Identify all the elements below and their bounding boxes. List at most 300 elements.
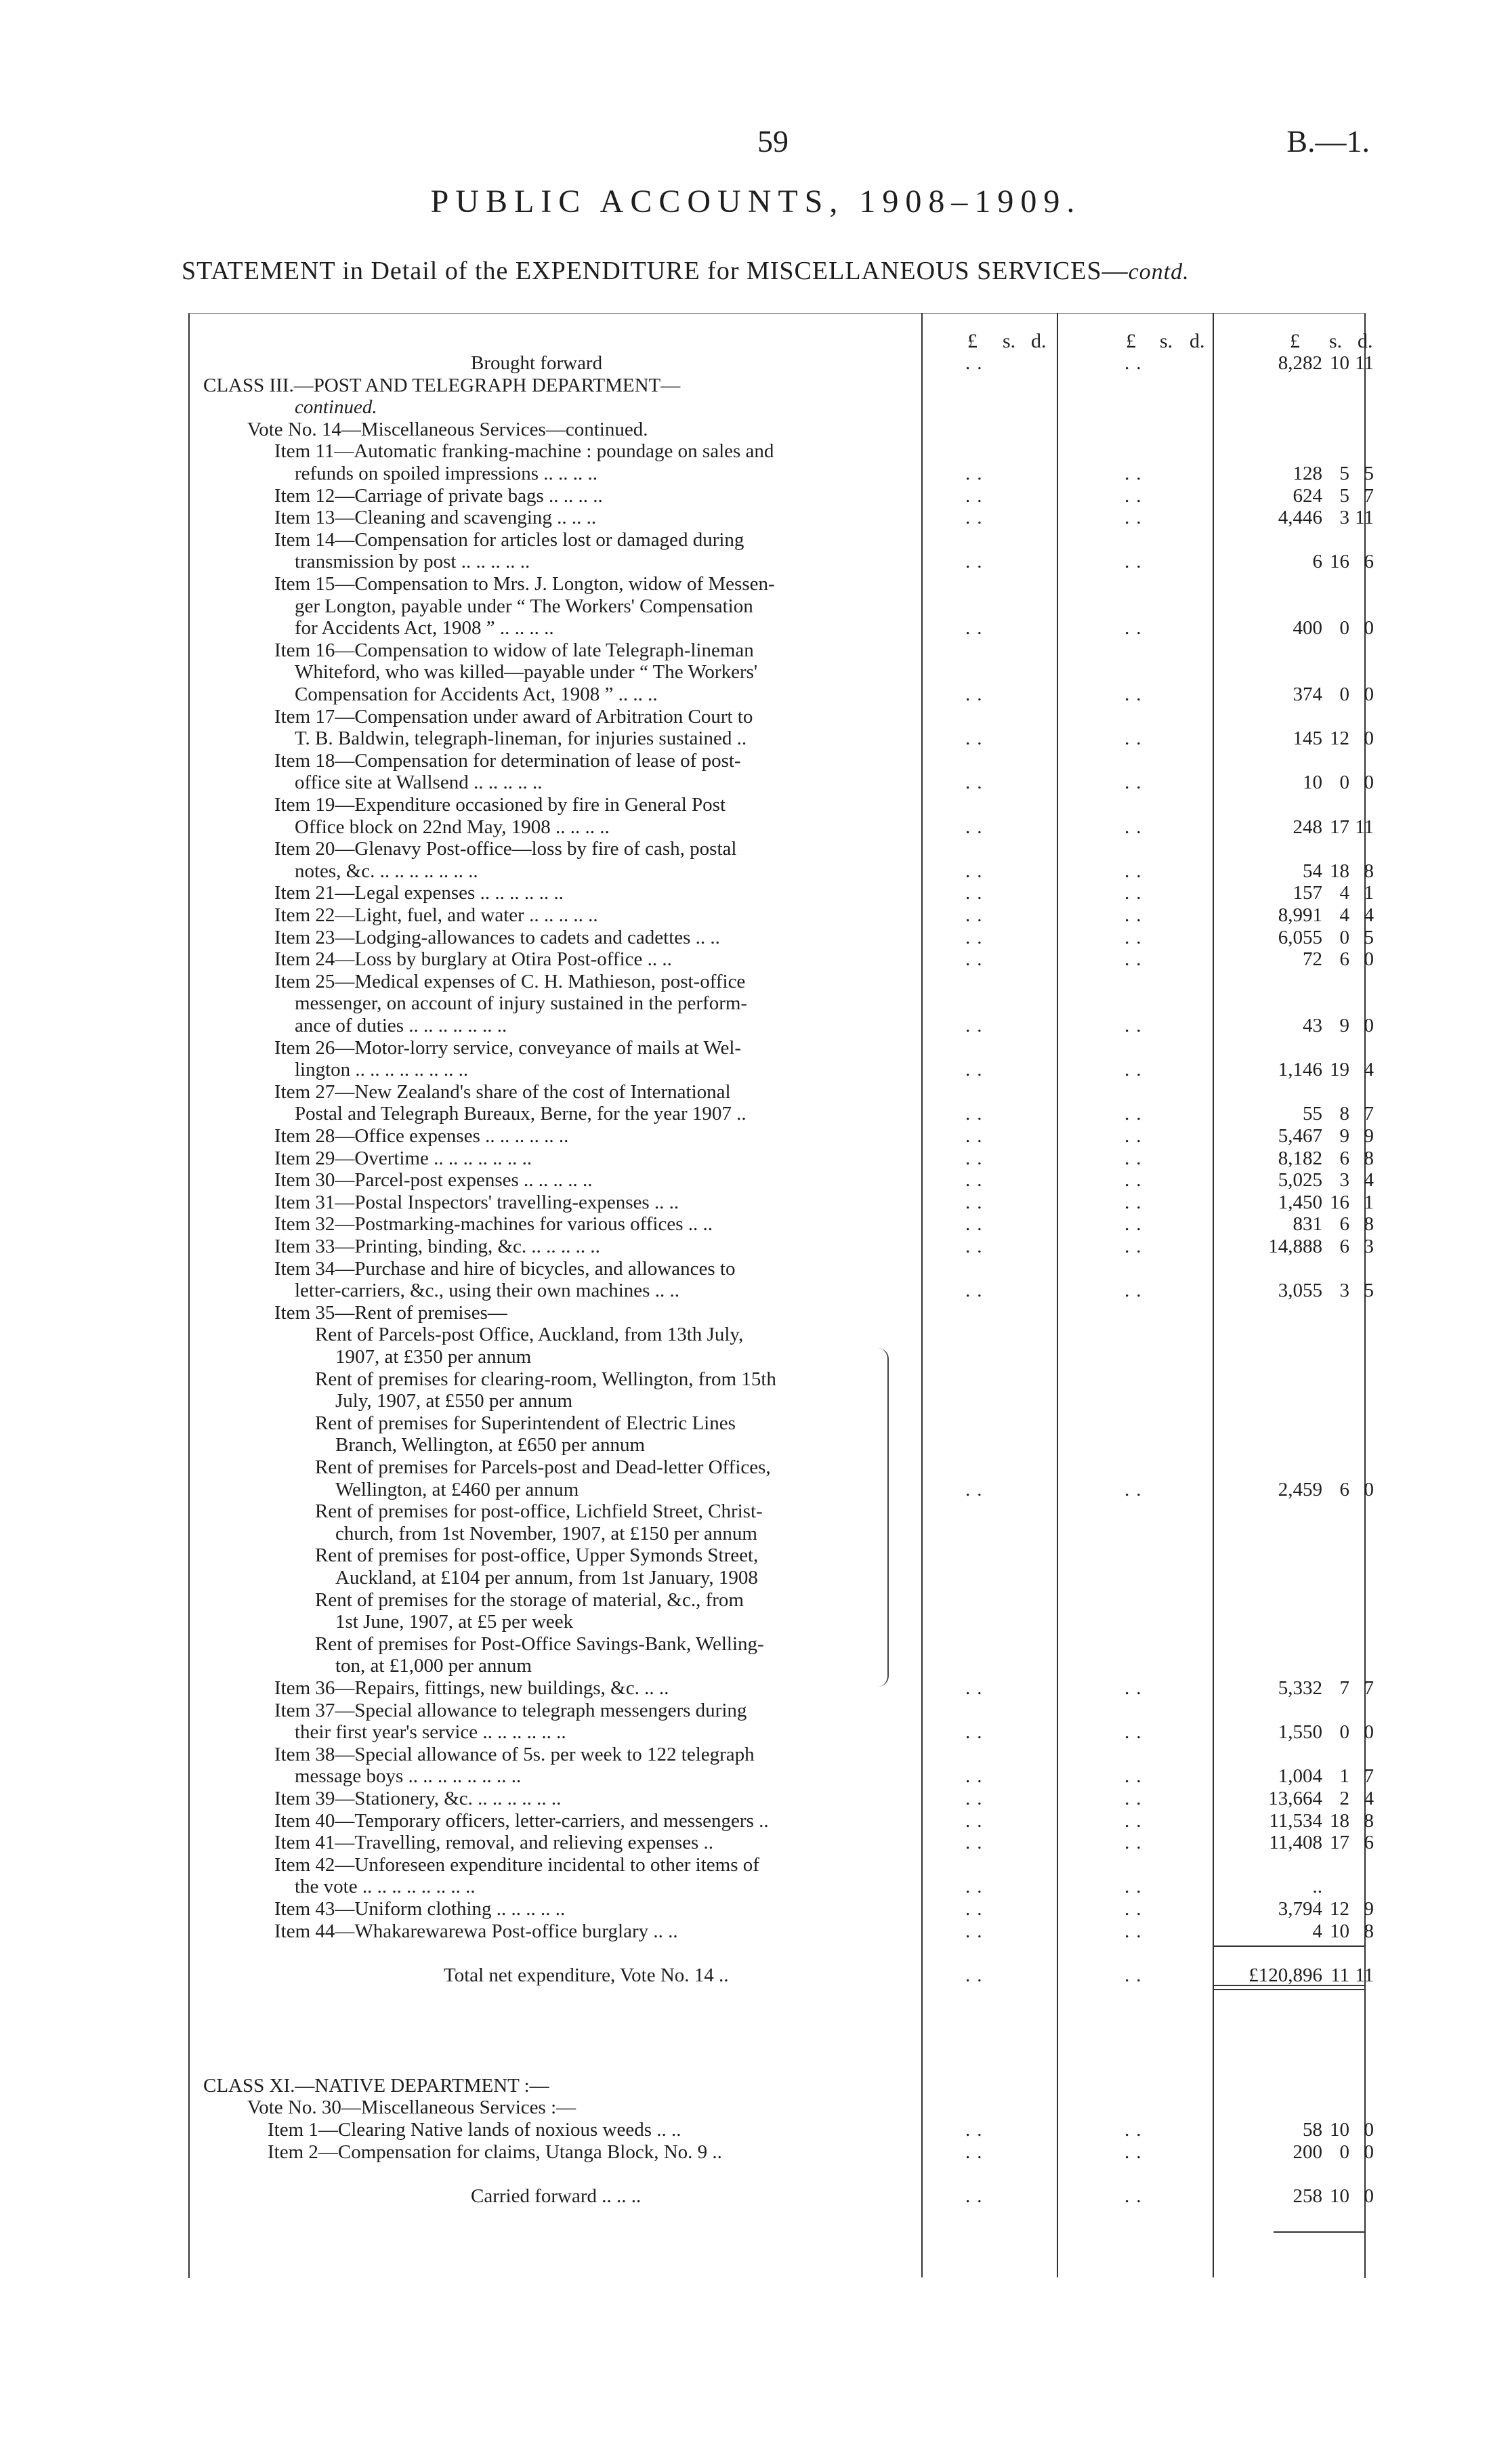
- amount-shillings: 6: [1339, 1213, 1349, 1236]
- amount-shillings: 6: [1339, 1478, 1349, 1500]
- leader-dots-col1: ..: [965, 1920, 989, 1942]
- row-description: Rent of premises for clearing-room, Wellington, from 15th: [315, 1368, 776, 1390]
- expenditure-row: [0, 1148, 1512, 1169]
- row-description: Item 33—Printing, binding, &c. .. .. .. .. ..: [274, 1236, 600, 1257]
- leader-dots-col2: ..: [1125, 926, 1148, 948]
- amount-pounds: 831: [1293, 1213, 1322, 1236]
- amount-pence: 0: [1364, 1721, 1374, 1744]
- leader-dots-col1: ..: [965, 728, 989, 750]
- amount-pence: 9: [1364, 1125, 1374, 1147]
- leader-dots-col1: ..: [965, 926, 989, 948]
- amount-shillings: 9: [1339, 1015, 1349, 1036]
- amount-pounds: 258: [1293, 2185, 1322, 2207]
- amount-pounds: 72: [1303, 948, 1322, 971]
- row-description: Item 1—Clearing Native lands of noxious weeds .. ..: [268, 2119, 681, 2141]
- row-description: Total net expenditure, Vote No. 14 ..: [444, 1964, 729, 1986]
- row-description: ton, at £1,000 per annum: [335, 1655, 532, 1677]
- expenditure-row: [0, 1213, 1512, 1235]
- leader-dots-col1: ..: [965, 2119, 989, 2141]
- expenditure-row: [0, 1810, 1512, 1832]
- leader-dots-col2: ..: [1125, 1015, 1148, 1036]
- row-description: church, from 1st November, 1907, at £150 per annum: [335, 1522, 757, 1544]
- expenditure-row: [0, 1611, 1512, 1633]
- subtitle-main: STATEMENT in Detail of the EXPENDITURE for MISCELLANEOUS SERVICES—: [182, 257, 1129, 285]
- amount-shillings: 0: [1339, 926, 1349, 948]
- amount-pence: 8: [1364, 1809, 1374, 1832]
- amount-pounds: 248: [1293, 816, 1322, 838]
- item-35-brace: [878, 1348, 889, 1687]
- row-description: Item 27—New Zealand's share of the cost of International: [274, 1080, 731, 1103]
- amount-pence: 1: [1364, 1191, 1374, 1213]
- amount-pence: 11: [1355, 507, 1374, 529]
- expenditure-row: [0, 728, 1512, 749]
- leader-dots-col2: ..: [1125, 683, 1148, 705]
- expenditure-row: [0, 1103, 1512, 1124]
- row-description: Item 22—Light, fuel, and water .. .. .. .. ..: [274, 904, 598, 926]
- amount-pounds: 58: [1303, 2119, 1322, 2141]
- leader-dots-col1: ..: [965, 1478, 989, 1500]
- leader-dots-col1: ..: [965, 1191, 989, 1213]
- expenditure-row: [0, 1368, 1512, 1390]
- amount-shillings: 17: [1330, 1832, 1349, 1854]
- expenditure-row: [0, 2075, 1512, 2097]
- expenditure-row: [0, 2141, 1512, 2163]
- expenditure-row: [0, 1589, 1512, 1611]
- amount-shillings: 17: [1330, 816, 1349, 838]
- amount-pounds: 200: [1293, 2141, 1322, 2163]
- amount-shillings: 3: [1339, 507, 1349, 529]
- amount-shillings: 10: [1330, 1920, 1349, 1942]
- leader-dots-col2: ..: [1125, 1765, 1148, 1788]
- leader-dots-col2: ..: [1125, 507, 1148, 529]
- expenditure-row: [0, 706, 1512, 728]
- expenditure-row: [0, 551, 1512, 572]
- amount-pence: 3: [1364, 1236, 1374, 1257]
- amount-pounds: 624: [1293, 484, 1322, 507]
- row-description: Compensation for Accidents Act, 1908 ” .. .. ..: [295, 683, 658, 705]
- leader-dots-col1: ..: [965, 1809, 989, 1832]
- amount-shillings: 0: [1339, 683, 1349, 705]
- row-description: Brought forward: [471, 352, 603, 374]
- leader-dots-col2: ..: [1125, 617, 1148, 639]
- row-description: Item 23—Lodging-allowances to cadets and cadettes .. ..: [274, 926, 720, 948]
- amount-shillings: 0: [1339, 2141, 1349, 2163]
- row-description: Rent of premises for the storage of material, &c., from: [315, 1589, 744, 1611]
- row-description: Item 43—Uniform clothing .. .. .. .. ..: [274, 1898, 566, 1920]
- leader-dots-col1: ..: [965, 2185, 989, 2207]
- amount-shillings: 6: [1339, 948, 1349, 971]
- amount-pence: 7: [1364, 1103, 1374, 1125]
- row-description: Item 35—Rent of premises—: [274, 1301, 507, 1324]
- amount-shillings: 3: [1339, 1280, 1349, 1302]
- amount-pence: 5: [1364, 926, 1374, 948]
- amount-pounds: 8,991: [1278, 904, 1322, 926]
- leader-dots-col1: ..: [965, 352, 989, 374]
- expenditure-row: [0, 595, 1512, 617]
- leader-dots-col2: ..: [1125, 1147, 1148, 1169]
- row-description: Item 12—Carriage of private bags .. .. .. ..: [274, 484, 603, 507]
- row-description: 1907, at £350 per annum: [335, 1346, 532, 1368]
- expenditure-row: [0, 794, 1512, 816]
- leader-dots-col2: ..: [1125, 1236, 1148, 1257]
- expenditure-row: [0, 1544, 1512, 1566]
- expenditure-row: [0, 1920, 1512, 1942]
- row-description: Rent of premises for Superintendent of Electric Lines: [315, 1412, 736, 1434]
- leader-dots-col1: ..: [965, 551, 989, 573]
- amount-shillings: 12: [1330, 1898, 1349, 1920]
- amount-pence: 0: [1364, 728, 1374, 750]
- amount-shillings: 18: [1330, 1809, 1349, 1832]
- expenditure-row: [0, 1456, 1512, 1478]
- amount-pence: 8: [1364, 860, 1374, 882]
- row-description: Item 41—Travelling, removal, and relieving expenses ..: [274, 1832, 714, 1854]
- leader-dots-col2: ..: [1125, 463, 1148, 484]
- expenditure-row: [0, 1169, 1512, 1191]
- expenditure-row: [0, 573, 1512, 595]
- expenditure-row: [0, 1744, 1512, 1765]
- row-description: Item 15—Compensation to Mrs. J. Longton, widow of Messen-: [274, 573, 775, 595]
- amount-pounds: 128: [1293, 463, 1322, 484]
- amount-pence: 0: [1364, 772, 1374, 794]
- amount-pence: 11: [1355, 352, 1374, 374]
- row-description: for Accidents Act, 1908 ” .. .. .. ..: [295, 617, 554, 639]
- leader-dots-col2: ..: [1125, 904, 1148, 926]
- row-description: Item 21—Legal expenses .. .. .. .. .. ..: [274, 882, 564, 904]
- leader-dots-col1: ..: [965, 1059, 989, 1081]
- amount-pounds: 6,055: [1278, 926, 1322, 948]
- row-description: their first year's service .. .. .. .. .. ..: [295, 1721, 566, 1744]
- row-description: Item 14—Compensation for articles lost or damaged during: [274, 528, 744, 551]
- row-description: Item 42—Unforeseen expenditure incidental to other items of: [274, 1853, 759, 1876]
- row-description: Item 32—Postmarking-machines for various offices .. ..: [274, 1213, 713, 1236]
- amount-pence: 8: [1364, 1920, 1374, 1942]
- leader-dots-col2: ..: [1125, 1125, 1148, 1147]
- leader-dots-col2: ..: [1125, 1876, 1148, 1898]
- amount-shillings: 2: [1339, 1788, 1349, 1809]
- row-description: Rent of premises for Post-Office Savings-Bank, Welling-: [315, 1633, 764, 1655]
- amount-pence: 0: [1364, 948, 1374, 971]
- document-reference: B.—1.: [1286, 124, 1370, 159]
- row-description: Item 26—Motor-lorry service, conveyance of mails at Wel-: [274, 1036, 742, 1059]
- expenditure-row: [0, 1788, 1512, 1809]
- row-description: notes, &c. .. .. .. .. .. .. ..: [295, 860, 478, 882]
- amount-pence: 7: [1364, 484, 1374, 507]
- row-description: Office block on 22nd May, 1908 .. .. .. ..: [295, 816, 610, 838]
- expenditure-row: [0, 971, 1512, 992]
- amount-shillings: 18: [1330, 860, 1349, 882]
- expenditure-row: [0, 1125, 1512, 1147]
- row-description: Item 25—Medical expenses of C. H. Mathieson, post-office: [274, 970, 746, 992]
- expenditure-row: [0, 1876, 1512, 1897]
- expenditure-row: [0, 1346, 1512, 1368]
- row-description: Item 19—Expenditure occasioned by fire in General Post: [274, 794, 726, 816]
- expenditure-row: [0, 838, 1512, 860]
- row-description: Item 16—Compensation to widow of late Telegraph-lineman: [274, 639, 754, 661]
- expenditure-row: [0, 1081, 1512, 1103]
- expenditure-row: [0, 1898, 1512, 1920]
- expenditure-row: [0, 463, 1512, 484]
- leader-dots-col2: ..: [1125, 1103, 1148, 1125]
- amount-pounds: 5,467: [1278, 1125, 1322, 1147]
- row-description: Item 36—Repairs, fittings, new buildings, &c. .. ..: [274, 1677, 669, 1699]
- subtitle-contd: contd.: [1128, 259, 1190, 285]
- expenditure-row: [0, 2185, 1512, 2207]
- leader-dots-col2: ..: [1125, 1964, 1148, 1986]
- row-description: transmission by post .. .. .. .. ..: [295, 551, 530, 573]
- amount-shillings: 4: [1339, 882, 1349, 904]
- amount-pounds: 13,664: [1268, 1788, 1322, 1809]
- leader-dots-col2: ..: [1125, 2185, 1148, 2207]
- row-description: Item 2—Compensation for claims, Utanga Block, No. 9 ..: [268, 2141, 722, 2163]
- total-rule-top: [1214, 1945, 1364, 1947]
- expenditure-row: [0, 1434, 1512, 1456]
- row-description: Rent of Parcels-post Office, Auckland, from 13th July,: [315, 1324, 744, 1346]
- amount-pounds: 2,459: [1278, 1478, 1322, 1500]
- amount-pence: 0: [1364, 2141, 1374, 2163]
- page-number: 59: [757, 124, 789, 159]
- amount-shillings: 16: [1330, 1191, 1349, 1213]
- expenditure-row: [0, 2097, 1512, 2118]
- leader-dots-col2: ..: [1125, 484, 1148, 507]
- spacer-row: [0, 2008, 1512, 2030]
- expenditure-row: [0, 1832, 1512, 1853]
- amount-shillings: 10: [1330, 2119, 1349, 2141]
- leader-dots-col1: ..: [965, 484, 989, 507]
- leader-dots-col1: ..: [965, 1103, 989, 1125]
- row-description: Item 37—Special allowance to telegraph messengers during: [274, 1699, 747, 1721]
- row-description: Whiteford, who was killed—payable under “ The Workers': [295, 661, 758, 683]
- amount-shillings: 0: [1339, 772, 1349, 794]
- expenditure-row: [0, 1523, 1512, 1544]
- expenditure-row: [0, 948, 1512, 970]
- row-description: messenger, on account of injury sustained in the perform-: [295, 992, 748, 1015]
- expenditure-row: [0, 440, 1512, 462]
- amount-pounds: 145: [1293, 728, 1322, 750]
- expenditure-row: [0, 1258, 1512, 1280]
- leader-dots-col1: ..: [965, 1876, 989, 1898]
- leader-dots-col1: ..: [965, 1721, 989, 1744]
- amount-pounds: 8,282: [1278, 352, 1322, 374]
- expenditure-row: [0, 927, 1512, 948]
- amount-shillings: 16: [1330, 551, 1349, 573]
- leader-dots-col1: ..: [965, 1765, 989, 1788]
- row-description: Vote No. 14—Miscellaneous Services—continued.: [247, 418, 648, 440]
- expenditure-row: [0, 1567, 1512, 1589]
- row-description: refunds on spoiled impressions .. .. .. ..: [295, 463, 598, 484]
- amount-shillings: 4: [1339, 904, 1349, 926]
- page-title: PUBLIC ACCOUNTS, 1908–1909.: [430, 184, 1082, 219]
- leader-dots-col2: ..: [1125, 948, 1148, 971]
- expenditure-row: [0, 2119, 1512, 2141]
- leader-dots-col1: ..: [965, 617, 989, 639]
- row-description: Rent of premises for post-office, Lichfield Street, Christ-: [315, 1500, 763, 1523]
- amount-pence: 0: [1364, 2185, 1374, 2207]
- row-description: the vote .. .. .. .. .. .. .. ..: [295, 1876, 476, 1898]
- expenditure-row: [0, 529, 1512, 551]
- expenditure-row: [0, 1700, 1512, 1721]
- expenditure-row: [0, 750, 1512, 772]
- amount-shillings: 8: [1339, 1103, 1349, 1125]
- leader-dots-col2: ..: [1125, 2119, 1148, 2141]
- row-description: July, 1907, at £550 per annum: [335, 1390, 573, 1412]
- amount-shillings: 7: [1339, 1677, 1349, 1699]
- amount-pounds: 1,550: [1278, 1721, 1322, 1744]
- row-description: continued.: [295, 396, 377, 419]
- expenditure-row: [0, 352, 1512, 374]
- leader-dots-col1: ..: [965, 1015, 989, 1036]
- expenditure-row: [0, 904, 1512, 926]
- row-description: Wellington, at £460 per annum: [335, 1478, 579, 1500]
- leader-dots-col1: ..: [965, 683, 989, 705]
- expenditure-row: [0, 1633, 1512, 1655]
- amount-shillings: 0: [1339, 1721, 1349, 1744]
- row-description: Auckland, at £104 per annum, from 1st January, 1908: [335, 1567, 758, 1589]
- amount-pence: 0: [1364, 683, 1374, 705]
- leader-dots-col2: ..: [1125, 2141, 1148, 2163]
- amount-pence: 9: [1364, 1898, 1374, 1920]
- expenditure-row: [0, 1390, 1512, 1412]
- row-description: Item 29—Overtime .. .. .. .. .. .. ..: [274, 1147, 532, 1169]
- row-description: Item 30—Parcel-post expenses .. .. .. .. ..: [274, 1169, 593, 1192]
- amount-pence: 0: [1364, 2119, 1374, 2141]
- amount-shillings: 10: [1330, 352, 1349, 374]
- row-description: Postal and Telegraph Bureaux, Berne, for the year 1907 ..: [295, 1103, 747, 1125]
- amount-pounds: 3,794: [1278, 1898, 1322, 1920]
- expenditure-row: [0, 992, 1512, 1014]
- row-description: letter-carriers, &c., using their own machines .. ..: [295, 1280, 679, 1302]
- row-description: lington .. .. .. .. .. .. .. ..: [295, 1059, 469, 1081]
- amount-shillings: 5: [1339, 463, 1349, 484]
- amount-shillings: 11: [1330, 1964, 1349, 1986]
- leader-dots-col2: ..: [1125, 1191, 1148, 1213]
- expenditure-row: [0, 1324, 1512, 1345]
- expenditure-row: [0, 1037, 1512, 1059]
- row-description: Item 44—Whakarewarewa Post-office burglary .. ..: [274, 1920, 678, 1942]
- amount-pounds: 11,408: [1269, 1832, 1322, 1854]
- amount-pounds: 5,332: [1278, 1677, 1322, 1699]
- row-description: Item 28—Office expenses .. .. .. .. .. ..: [274, 1125, 569, 1147]
- amount-shillings: 6: [1339, 1236, 1349, 1257]
- row-description: message boys .. .. .. .. .. .. .. ..: [295, 1765, 522, 1788]
- expenditure-row: [0, 1236, 1512, 1257]
- expenditure-row: [0, 1765, 1512, 1787]
- amount-pounds: 1,450: [1278, 1191, 1322, 1213]
- leader-dots-col2: ..: [1125, 1677, 1148, 1699]
- leader-dots-col1: ..: [965, 948, 989, 971]
- expenditure-row: [0, 1500, 1512, 1522]
- leader-dots-col1: ..: [965, 1898, 989, 1920]
- spacer-row: [0, 2031, 1512, 2053]
- expenditure-row: [0, 1677, 1512, 1699]
- amount-pounds: 10: [1303, 772, 1322, 794]
- leader-dots-col2: ..: [1125, 772, 1148, 794]
- amount-pence: 11: [1355, 1964, 1374, 1986]
- leader-dots-col2: ..: [1125, 352, 1148, 374]
- leader-dots-col2: ..: [1125, 1898, 1148, 1920]
- amount-pounds: ..: [1312, 1876, 1322, 1898]
- expenditure-row: [0, 507, 1512, 528]
- row-description: Item 17—Compensation under award of Arbitration Court to: [274, 705, 753, 728]
- expenditure-row: [0, 882, 1512, 904]
- leader-dots-col1: ..: [965, 1125, 989, 1147]
- expenditure-row: [0, 419, 1512, 440]
- amount-pounds: 14,888: [1268, 1236, 1322, 1257]
- leader-dots-col1: ..: [965, 1147, 989, 1169]
- expenditure-row: [0, 1964, 1512, 1986]
- expenditure-row: [0, 639, 1512, 661]
- leader-dots-col1: ..: [965, 860, 989, 882]
- amount-pence: 4: [1364, 1169, 1374, 1192]
- amount-pence: 0: [1364, 1478, 1374, 1500]
- amount-pounds: 3,055: [1278, 1280, 1322, 1302]
- expenditure-row: [0, 683, 1512, 705]
- amount-pence: 0: [1364, 617, 1374, 639]
- leader-dots-col1: ..: [965, 2141, 989, 2163]
- amount-shillings: 6: [1339, 1147, 1349, 1169]
- spacer-row: [0, 2053, 1512, 2074]
- leader-dots-col2: ..: [1125, 1213, 1148, 1236]
- amount-pounds: 5,025: [1278, 1169, 1322, 1192]
- amount-pounds: 4,446: [1278, 507, 1322, 529]
- leader-dots-col1: ..: [965, 1788, 989, 1809]
- expenditure-row: [0, 485, 1512, 507]
- expenditure-row: [0, 816, 1512, 838]
- leader-dots-col2: ..: [1125, 860, 1148, 882]
- amount-pounds: 55: [1303, 1103, 1322, 1125]
- leader-dots-col2: ..: [1125, 1809, 1148, 1832]
- expenditure-row: [0, 860, 1512, 882]
- amount-pence: 7: [1364, 1677, 1374, 1699]
- row-description: Item 24—Loss by burglary at Otira Post-office .. ..: [274, 948, 672, 971]
- leader-dots-col1: ..: [965, 772, 989, 794]
- leader-dots-col2: ..: [1125, 1169, 1148, 1192]
- row-description: 1st June, 1907, at £5 per week: [335, 1611, 574, 1633]
- amount-pence: 0: [1364, 1015, 1374, 1036]
- leader-dots-col1: ..: [965, 1964, 989, 1986]
- leader-dots-col1: ..: [965, 816, 989, 838]
- row-description: Item 18—Compensation for determination of lease of post-: [274, 749, 741, 772]
- leader-dots-col2: ..: [1125, 1832, 1148, 1854]
- amount-pence: 1: [1364, 882, 1374, 904]
- amount-pounds: 1,146: [1278, 1059, 1322, 1081]
- row-description: Item 40—Temporary officers, letter-carriers, and messengers ..: [274, 1809, 769, 1832]
- spacer-row: [0, 2163, 1512, 2185]
- row-description: Item 31—Postal Inspectors' travelling-expenses .. ..: [274, 1191, 679, 1213]
- total-rule-double: [1214, 1985, 1364, 1990]
- expenditure-row: [0, 1059, 1512, 1080]
- expenditure-row: [0, 1479, 1512, 1500]
- leader-dots-col1: ..: [965, 463, 989, 484]
- amount-shillings: 12: [1330, 728, 1349, 750]
- row-description: Item 11—Automatic franking-machine : poundage on sales and: [274, 440, 774, 463]
- amount-pence: 5: [1364, 463, 1374, 484]
- expenditure-row: [0, 1302, 1512, 1324]
- amount-pounds: 157: [1293, 882, 1322, 904]
- leader-dots-col1: ..: [965, 882, 989, 904]
- amount-pounds: 1,004: [1278, 1765, 1322, 1788]
- leader-dots-col1: ..: [965, 1280, 989, 1302]
- amount-shillings: 0: [1339, 617, 1349, 639]
- amount-pence: 8: [1364, 1147, 1374, 1169]
- expenditure-row: [0, 1412, 1512, 1434]
- leader-dots-col2: ..: [1125, 816, 1148, 838]
- row-description: CLASS III.—POST AND TELEGRAPH DEPARTMENT—: [203, 374, 681, 396]
- expenditure-row: [0, 1655, 1512, 1677]
- amount-pounds: 54: [1303, 860, 1322, 882]
- expenditure-row: [0, 617, 1512, 639]
- expenditure-row: [0, 1015, 1512, 1036]
- row-description: ance of duties .. .. .. .. .. .. ..: [295, 1015, 507, 1036]
